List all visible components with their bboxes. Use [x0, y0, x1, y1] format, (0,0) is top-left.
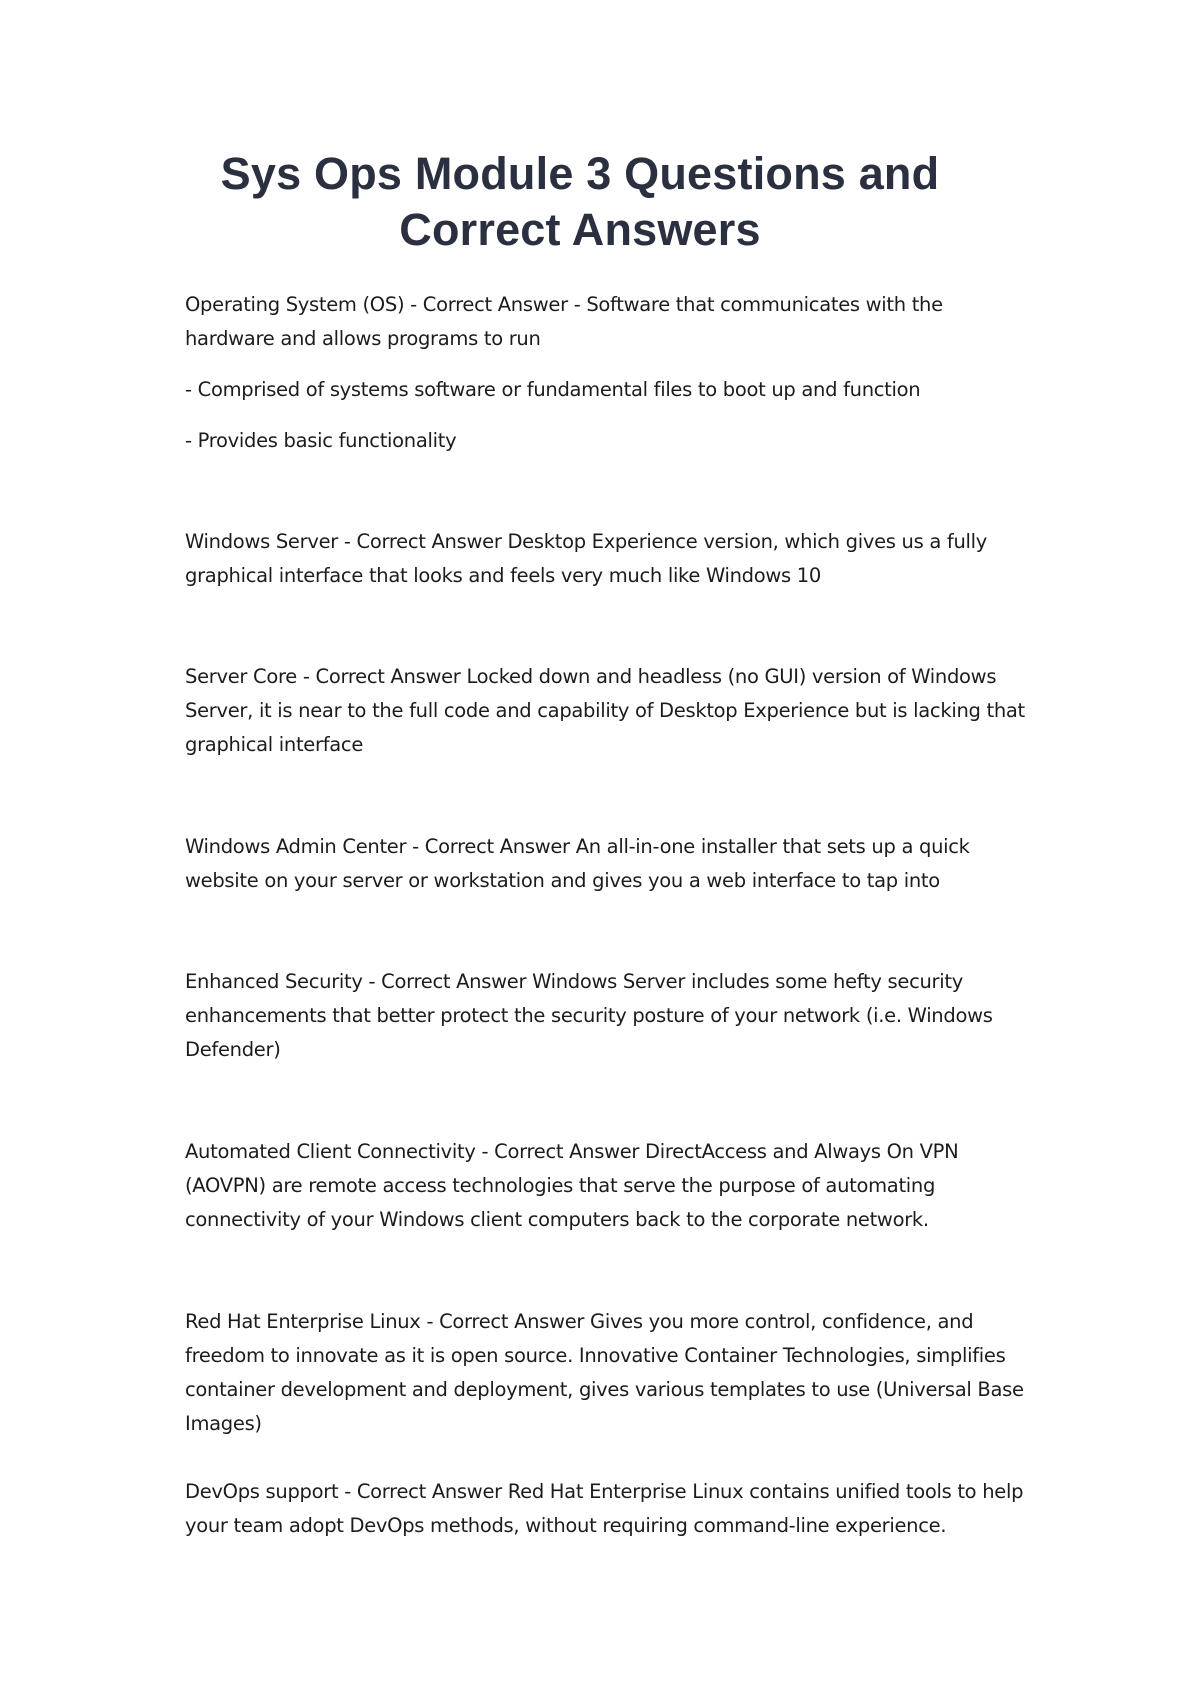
entry-term: Automated Client Connectivity — [185, 1140, 476, 1163]
entry-term: Server Core — [185, 665, 297, 688]
entry-answer: Gives you more control, confidence, and freedom to innovate as it is open source. Innovative Container Technologies, simplifies container development and deployment, gives various templates to use (Universal Base Images) — [185, 1310, 1024, 1435]
entry-answer-label: Correct Answer — [381, 970, 527, 993]
entry-answer: Windows Server includes some hefty security enhancements that better protect the security posture of your network (i.e. Windows Defender) — [185, 970, 993, 1061]
qa-entry-server-core — [185, 660, 1025, 762]
entry-separator: - — [296, 665, 316, 688]
entry-separator: - — [338, 530, 357, 553]
entry-answer: Desktop Experience version, which gives us a fully graphical interface that looks and feels very much like Windows 10 — [185, 530, 987, 587]
entry-answer-label: Correct Answer — [356, 530, 502, 553]
entry-term: DevOps support — [185, 1480, 339, 1503]
entry-term: Operating System (OS) — [185, 293, 405, 316]
entry-separator: - — [406, 835, 425, 858]
entry-answer: Red Hat Enterprise Linux contains unified tools to help your team adopt DevOps methods, without requiring command-line experience. — [185, 1480, 1024, 1537]
os-bullet-2: - Provides basic functionality — [185, 429, 457, 452]
entry-separator: - — [404, 293, 423, 316]
entry-answer-label: Correct Answer — [424, 835, 570, 858]
qa-entry-devops-support — [185, 1475, 1025, 1543]
qa-entry-windows-server — [185, 525, 1025, 593]
entry-answer-label: Correct Answer — [356, 1480, 502, 1503]
entry-term: Red Hat Enterprise Linux — [185, 1310, 421, 1333]
qa-entry-red-hat-enterprise-linux — [185, 1305, 1025, 1441]
entry-answer-label: Correct Answer — [439, 1310, 585, 1333]
entry-answer: Locked down and headless (no GUI) version of Windows Server, it is near to the full code and capability of Desktop Experience but is lacking that graphical interface — [185, 665, 1025, 756]
qa-entry-operating-system — [185, 288, 1025, 356]
entry-term: Enhanced Security — [185, 970, 363, 993]
qa-entry-windows-admin-center — [185, 830, 1025, 898]
entry-answer: An all-in-one installer that sets up a quick website on your server or workstation and gives you a web interface to tap into — [185, 835, 970, 892]
entry-separator: - — [475, 1140, 495, 1163]
entry-separator: - — [338, 1480, 357, 1503]
entry-answer-label: Correct Answer — [315, 665, 461, 688]
qa-entry-enhanced-security — [185, 965, 1025, 1067]
entry-answer: DirectAccess and Always On VPN (AOVPN) are remote access technologies that serve the purpose of automating connectivity of your Windows client computers back to the corporate network. — [185, 1140, 959, 1231]
entry-answer: - Software that communicates with the hardware and allows programs to run — [185, 293, 943, 350]
qa-entry-automated-client-connectivity — [185, 1135, 1025, 1237]
entry-separator: - — [420, 1310, 440, 1333]
os-bullet-1: - Comprised of systems software or fundamental files to boot up and function — [185, 378, 921, 401]
entry-term: Windows Admin Center — [185, 835, 407, 858]
entry-term: Windows Server — [185, 530, 338, 553]
document-title: Sys Ops Module 3 Questions and Correct Answers — [220, 148, 940, 255]
entry-separator: - — [362, 970, 382, 993]
entry-answer-label: Correct Answer — [494, 1140, 640, 1163]
entry-answer-label: Correct Answer — [422, 293, 568, 316]
